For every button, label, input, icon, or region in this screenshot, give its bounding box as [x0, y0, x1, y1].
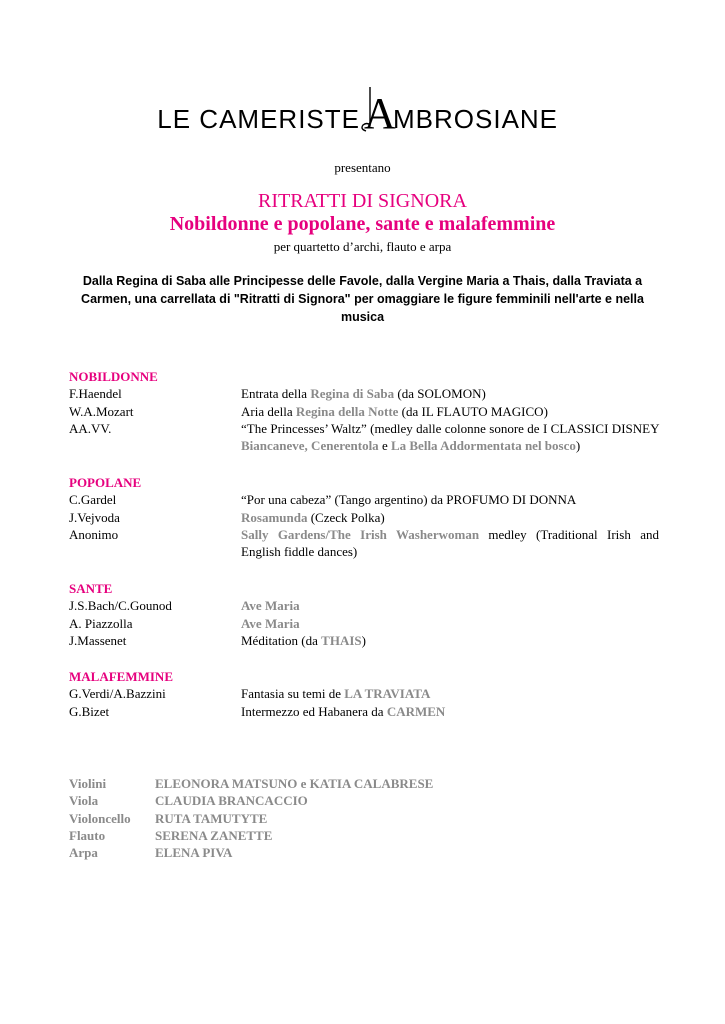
logo-letter-a: A: [363, 89, 396, 138]
piece: “Por una cabeza” (Tango argentino) da PROFUMO DI DONNA: [241, 492, 577, 508]
program-row: [69, 685, 659, 702]
concert-subtitle: Nobildonne e popolane, sante e malafemmine: [169, 213, 556, 235]
composer: A. Piazzolla: [69, 615, 133, 631]
program-row: [69, 597, 659, 614]
piece: Intermezzo ed Habanera da CARMEN: [241, 703, 446, 719]
section-nobildonne: [69, 368, 659, 454]
piece: Fantasia su temi de LA TRAVIATA: [241, 686, 431, 702]
intro-paragraph: Dalla Regina di Saba alle Principesse delle Favole, dalla Vergine Maria a Thais, dalla Traviata a Carmen, una carrellata di "Ritratti di Signora" per omaggiare le figure femminili nell'arte e nella musica: [81, 274, 644, 324]
piece: Ave Maria: [241, 598, 300, 614]
program-row: [69, 615, 659, 632]
performer-row: [69, 792, 433, 809]
composer: J.Massenet: [69, 632, 127, 648]
logo-text-left: LE CAMERISTE: [156, 104, 360, 134]
ensemble-logo: [0, 84, 725, 144]
performer-role: Violini: [69, 776, 107, 791]
composer: W.A.Mozart: [69, 403, 134, 419]
performers-list: [69, 775, 433, 861]
composer: Anonimo: [69, 526, 119, 542]
performer-role: Violoncello: [69, 810, 131, 826]
concert-title: RITRATTI DI SIGNORA: [258, 190, 467, 212]
section-heading: POPOLANE: [69, 475, 142, 490]
piece: Aria della Regina della Notte (da IL FLAUTO MAGICO): [241, 403, 548, 419]
composer: C.Gardel: [69, 492, 117, 508]
performer-names: ELENA PIVA: [155, 845, 233, 861]
section-popolane: [69, 474, 659, 560]
composer: AA.VV.: [69, 420, 112, 436]
program-row: [69, 420, 659, 455]
composer: F.Haendel: [69, 386, 122, 402]
piece: Ave Maria: [241, 615, 300, 631]
performer-role: Viola: [69, 793, 99, 809]
performer-names: ELEONORA MATSUNO e KATIA CALABRESE: [155, 776, 434, 791]
piece: “The Princesses’ Waltz” (medley dalle colonne sonore de I CLASSICI DISNEY Biancaneve, Cenerentola e La Bella Addormentata nel bosco): [241, 420, 659, 454]
logo-text-right: MBROSIANE: [392, 104, 558, 134]
performer-names: RUTA TAMUTYTE: [155, 810, 268, 826]
piece: Entrata della Regina di Saba (da SOLOMON): [241, 386, 486, 402]
composer: G.Verdi/A.Bazzini: [69, 686, 166, 702]
performer-row: [69, 844, 433, 861]
piece: Sally Gardens/The Irish Washerwoman medley (Traditional Irish and English fiddle dances): [241, 526, 659, 560]
program-row: [69, 491, 659, 508]
presenter-line: presentano: [334, 160, 391, 175]
composer: J.S.Bach/C.Gounod: [69, 598, 172, 614]
program-row: [69, 526, 659, 561]
section-heading: NOBILDONNE: [69, 369, 158, 384]
performer-role: Flauto: [69, 827, 106, 843]
performer-row: [69, 775, 433, 792]
program-row: [69, 385, 659, 402]
performer-names: CLAUDIA BRANCACCIO: [155, 793, 308, 809]
ensemble-logo-svg: [153, 84, 573, 144]
composer: G.Bizet: [69, 703, 110, 719]
program-row: [69, 403, 659, 420]
program-row: [69, 509, 659, 526]
section-sante: [69, 580, 659, 649]
program-row: [69, 632, 659, 649]
piece: Rosamunda (Czeck Polka): [241, 509, 385, 525]
piece: Méditation (da THAIS): [241, 632, 366, 648]
program-row: [69, 703, 659, 720]
performer-row: [69, 810, 433, 827]
performer-role: Arpa: [69, 845, 98, 861]
performer-names: SERENA ZANETTE: [155, 827, 273, 843]
section-malafemmine: [69, 668, 659, 720]
composer: J.Vejvoda: [69, 509, 120, 525]
performer-row: [69, 827, 433, 844]
section-heading: MALAFEMMINE: [69, 669, 173, 684]
instrumentation-line: per quartetto d’archi, flauto e arpa: [273, 239, 452, 254]
section-heading: SANTE: [69, 581, 113, 596]
